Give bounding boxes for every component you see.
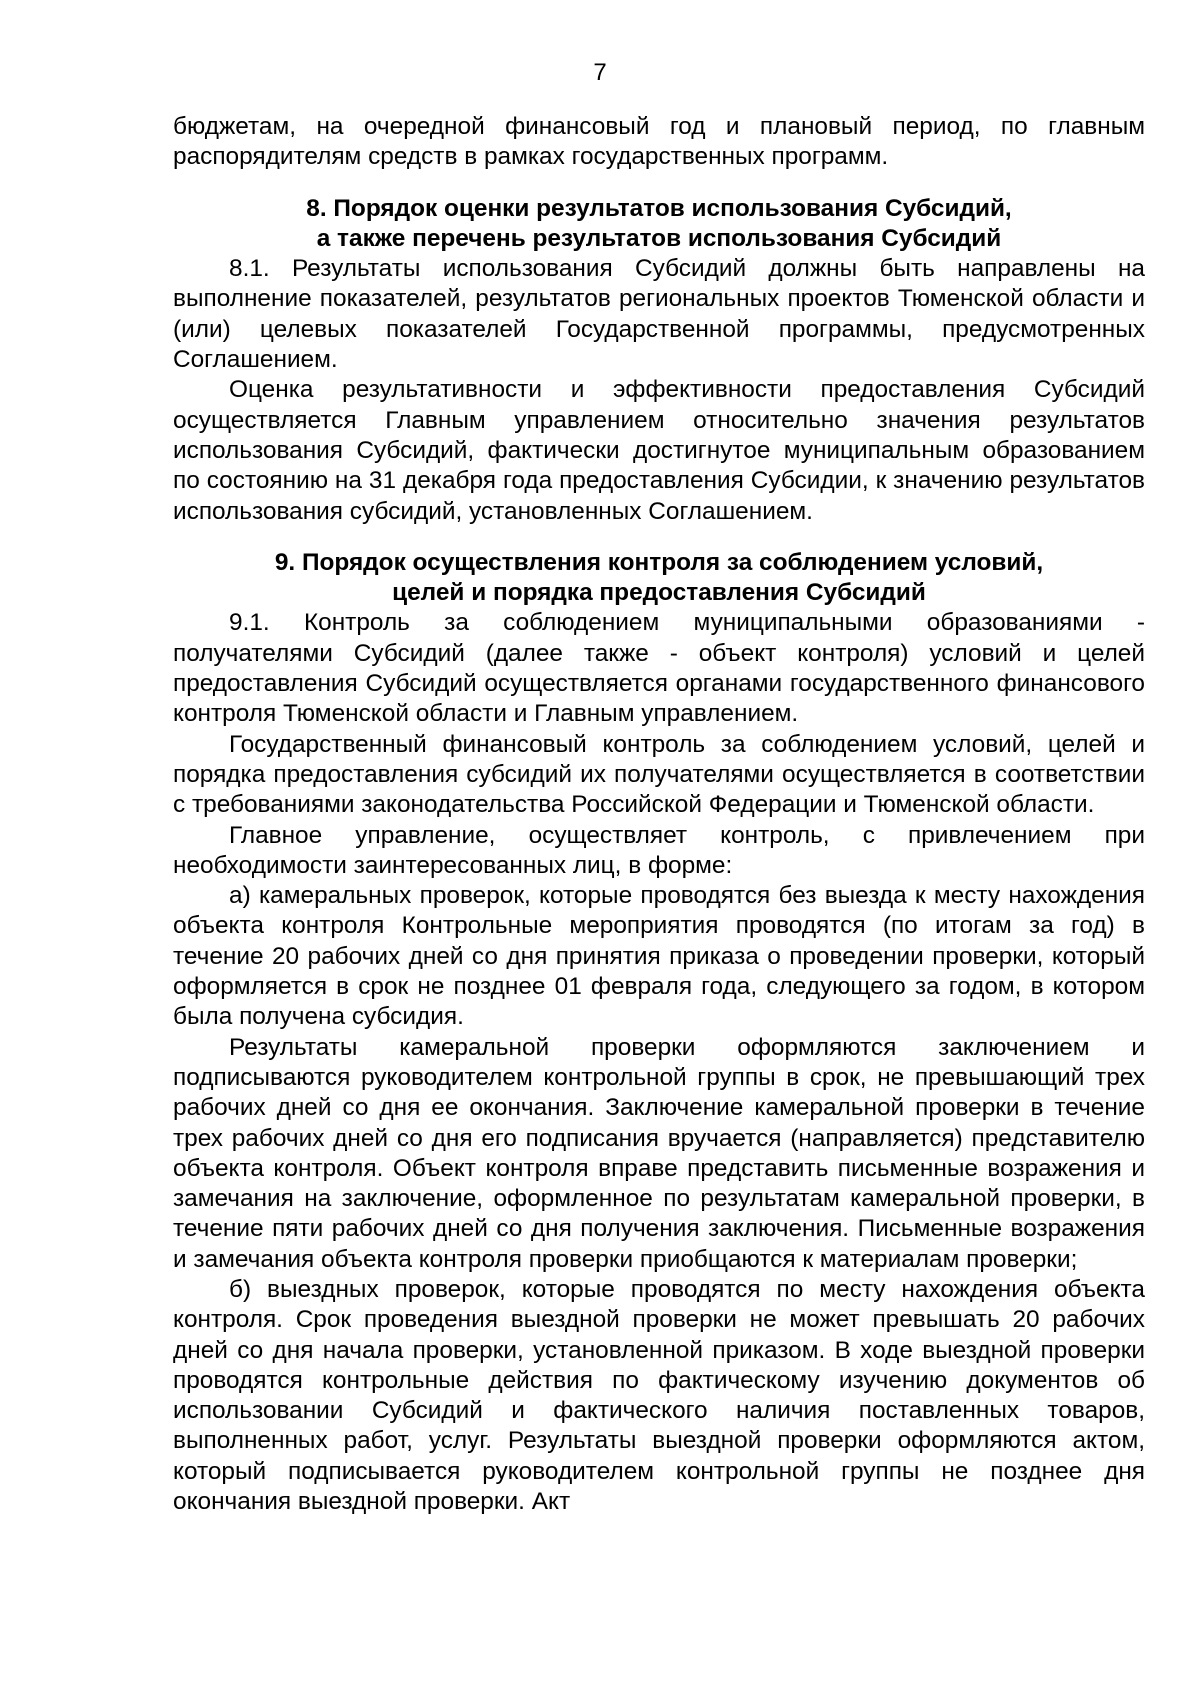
page-number: 7 bbox=[593, 59, 607, 86]
section-9-paragraph-2: Государственный финансовый контроль за соблюдением условий, целей и порядка предоставления субсидий их получателями осуществляется в соответствии с требованиями законодательства Российской Федерации и Тюменской области. bbox=[173, 730, 1145, 819]
section-8-paragraph-2: Оценка результативности и эффективности предоставления Субсидий осуществляется Главным управлением относительно значения результатов использования Субсидий, фактически достигнутое муниципальным образованием по состоянию на 31 декабря года предоставления Субсидии, к значению результатов использования субсидий, установленных Соглашением. bbox=[173, 376, 1145, 525]
section-9-paragraph-6: б) выездных проверок, которые проводятся по месту нахождения объекта контроля. Срок проведения выездной проверки не может превышать 20 рабочих дней со дня начала проверки, установленной приказом. В ходе выездной проверки проводятся контрольные действия по фактическому изучению документов об использовании Субсидий и фактического наличия поставленных товаров, выполненных работ, услуг. Результаты выездной проверки оформляются актом, который подписывается руководителем контрольной группы не позднее дня окончания выездной проверки. Акт bbox=[173, 1275, 1145, 1516]
section-8-heading-line-1: 8. Порядок оценки результатов использования Субсидий, bbox=[306, 194, 1012, 222]
section-8-heading bbox=[173, 194, 1145, 255]
section-9-heading bbox=[173, 548, 1145, 609]
section-gap bbox=[173, 527, 1145, 548]
section-9-paragraph-5: Результаты камеральной проверки оформляются заключением и подписываются руководителем контрольной группы в срок, не превышающий трех рабочих дней со дня ее окончания. Заключение камеральной проверки в течение трех рабочих дней со дня его подписания вручается (направляется) представителю объекта контроля. Объект контроля вправе представить письменные возражения и замечания на заключение, оформленное по результатам камеральной проверки, в течение пяти рабочих дней со дня получения заключения. Письменные возражения и замечания объекта контроля проверки приобщаются к материалам проверки; bbox=[173, 1033, 1145, 1273]
intro-paragraph: бюджетам, на очередной финансовый год и плановый период, по главным распорядителям средств в рамках государственных программ. bbox=[173, 113, 1145, 171]
section-gap bbox=[173, 173, 1145, 194]
document-body bbox=[173, 112, 1145, 1517]
section-9-paragraph-4: а) камеральных проверок, которые проводятся без выезда к месту нахождения объекта контроля Контрольные мероприятия проводятся (по итогам за год) в течение 20 рабочих дней со дня принятия приказа о проведении проверки, который оформляется в срок не позднее 01 февраля года, следующего за годом, в котором была получена субсидия. bbox=[173, 882, 1145, 1031]
section-8-heading-line-2: а также перечень результатов использования Субсидий bbox=[316, 224, 1002, 252]
section-9-heading-line-1: 9. Порядок осуществления контроля за соблюдением условий, bbox=[274, 548, 1044, 576]
section-9-paragraph-3: Главное управление, осуществляет контроль, с привлечением при необходимости заинтересованных лиц, в форме: bbox=[173, 821, 1145, 879]
section-9-paragraph-1: 9.1. Контроль за соблюдением муниципальными образованиями - получателями Субсидий (далее также - объект контроля) условий и целей предоставления Субсидий осуществляется органами государственного финансового контроля Тюменской области и Главным управлением. bbox=[173, 609, 1145, 728]
section-8-paragraph-1: 8.1. Результаты использования Субсидий должны быть направлены на выполнение показателей, результатов региональных проектов Тюменской области и (или) целевых показателей Государственной программы, предусмотренных Соглашением. bbox=[173, 255, 1145, 374]
section-9-heading-line-2: целей и порядка предоставления Субсидий bbox=[392, 579, 926, 607]
